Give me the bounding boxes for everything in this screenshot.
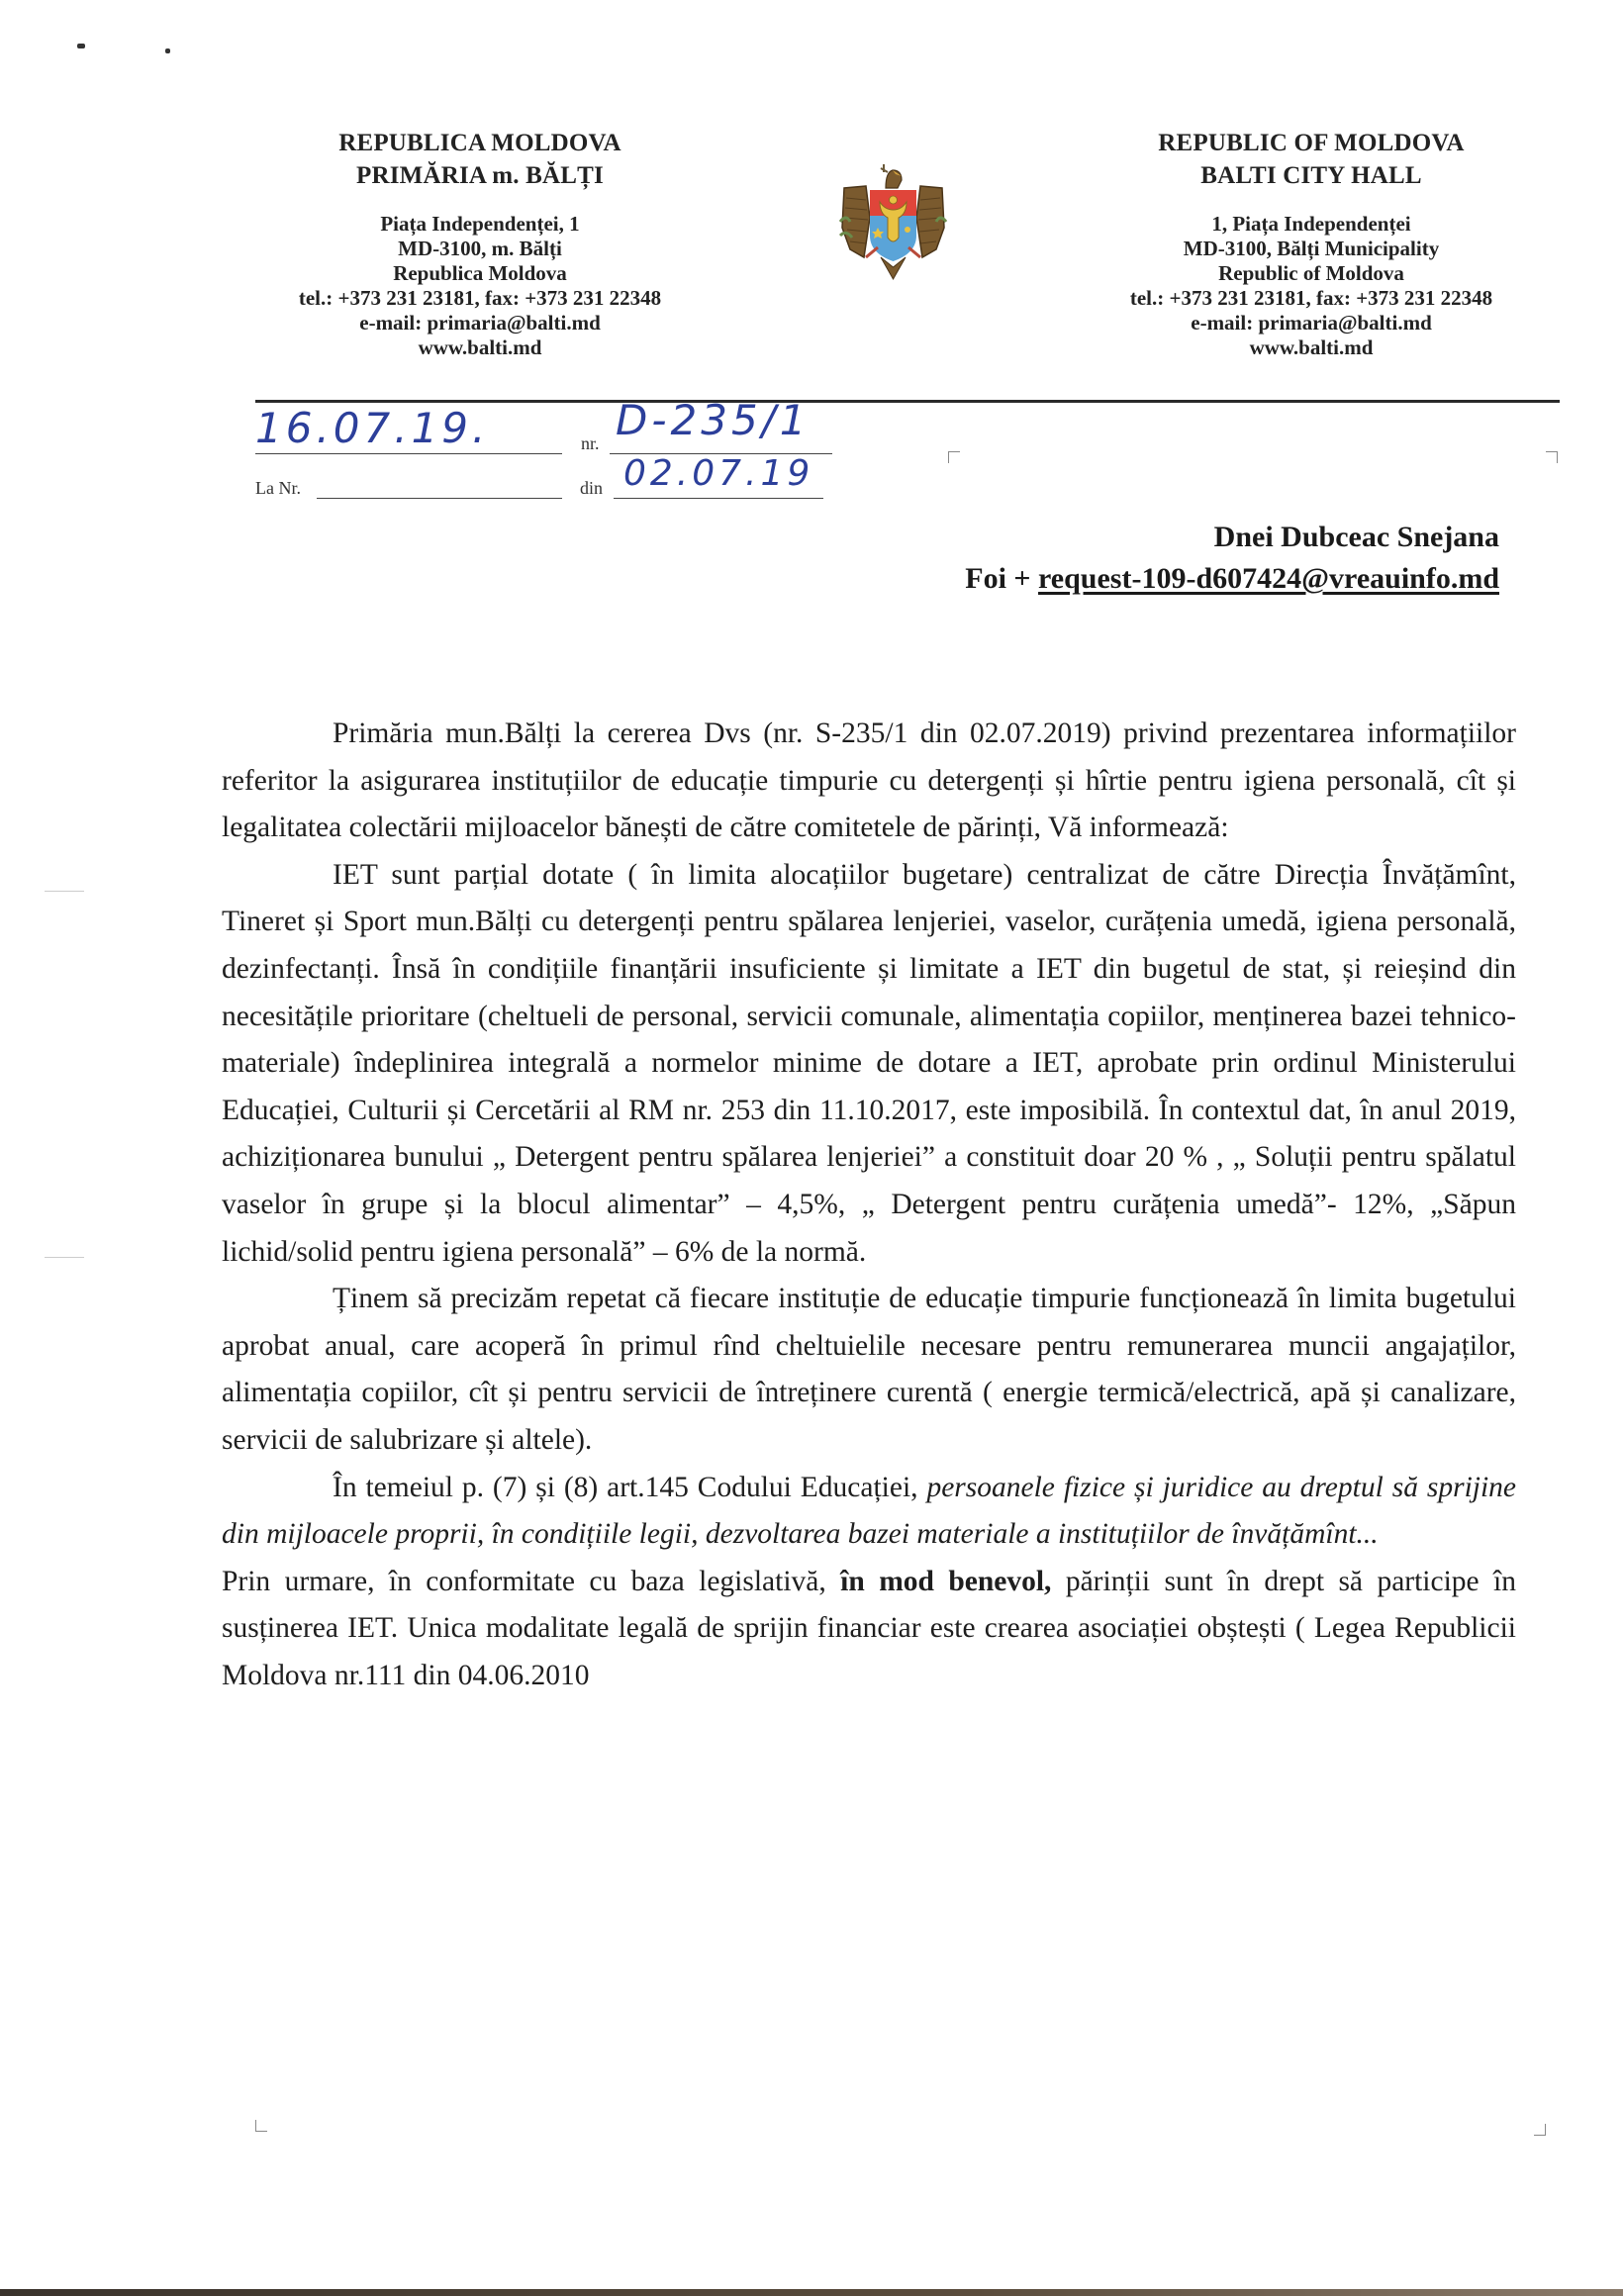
moldova-coat-of-arms-icon xyxy=(836,158,950,282)
addressee-contact xyxy=(965,558,1499,600)
country-name-en: REPUBLIC OF MOLDOVA xyxy=(1158,130,1465,156)
addressee-prefix: Foi + xyxy=(965,562,1039,595)
page-corner-mark xyxy=(1534,2124,1546,2136)
legal-basis-text: În temeiul p. (7) și (8) art.145 Codului Educației, xyxy=(333,1471,927,1503)
institution-name-en: BALTI CITY HALL xyxy=(1200,162,1422,189)
registration-number-handwritten: D-235/1 xyxy=(616,396,811,444)
email-line: e-mail: primaria@balti.md xyxy=(1191,311,1432,335)
legal-quote: persoanele fizice și juridice au dreptul să sprijine din mijloacele proprii, în condițiile legii, dezvoltarea bazei materiale a instituțiilor de învățămînt... xyxy=(222,1471,1516,1551)
la-nr-label: La Nr. xyxy=(255,478,301,498)
paragraph-legal-basis xyxy=(222,1465,1516,1559)
date-field-line xyxy=(255,453,562,454)
scan-edge xyxy=(0,2289,1623,2296)
address-line: Republica Moldova xyxy=(393,261,567,285)
scan-artifact xyxy=(45,1257,84,1258)
addressee-name: Dnei Dubceac Snejana xyxy=(1213,521,1499,553)
address-line: 1, Piața Independenței xyxy=(1211,212,1411,236)
website-line: www.balti.md xyxy=(1249,335,1374,359)
letterhead-left xyxy=(297,127,663,360)
website-line: www.balti.md xyxy=(418,335,542,359)
voluntary-emphasis: în mod benevol, xyxy=(840,1565,1052,1597)
paragraph-intro: Primăria mun.Bălți la cererea Dvs (nr. S-235/1 din 02.07.2019) privind prezentarea informațiilor referitor la asigurarea instituțiilor de educație timpurie cu detergenți și hîrtie pentru igiena personală, cît și legalitatea colectării mijloacelor bănești de către comitetele de părinți, Vă informează: xyxy=(222,718,1516,844)
paragraph-supply-status: IET sunt parțial dotate ( în limita alocațiilor bugetare) centralizat de către Direcția Învățămînt, Tineret și Sport mun.Bălți cu detergenți pentru spălarea lenjeriei, vaselor, curățenia umedă, igiena personală, dezinfectanți. Însă în condițiile finanțării insuficiente și limitate a IET din bugetul de stat, și reieșind din necesitățile prioritare (cheltueli de personal, servicii comunale, alimentația copiilor, menținerea bazei tehnico-materiale) îndeplinirea integrală a normelor minime de dotare a IET, aprobate prin ordinul Ministerului Educației, Culturii și Cercetării al RM nr. 253 din 11.10.2017, este imposibilă. În contextul dat, în anul 2019, achiziționarea bunului „ Detergent pentru spălarea lenjeriei” a constituit doar 20 % , „ Soluții pentru spălatul vaselor în grupe și la blocul alimentar” – 4,5%, „ Detergent pentru curățenia umedă”- 12%, „Săpun lichid/solid pentru igiena personală” – 6% de la normă. xyxy=(222,858,1516,1268)
address-line: Piața Independenței, 1 xyxy=(380,212,580,236)
page-corner-mark xyxy=(255,2120,267,2132)
institution-name-ro: PRIMĂRIA m. BĂLȚI xyxy=(356,162,604,189)
address-line: Republic of Moldova xyxy=(1218,261,1404,285)
din-label: din xyxy=(580,478,604,498)
addressee-email-link[interactable]: request-109-d607424@vreauinfo.md xyxy=(1038,562,1499,595)
address-window-corner xyxy=(1546,451,1558,463)
letterhead-right xyxy=(1029,127,1593,360)
conclusion-text-cont: părinții sunt în drept să participe în susținerea IET. Unica modalitate legală de sprijin financiar este crearea asociației obștești ( Legea Republicii Moldova nr.111 din 04.06.2010 xyxy=(222,1565,1517,1691)
din-field-line xyxy=(614,498,823,499)
address-line: MD-3100, Bălți Municipality xyxy=(1183,237,1440,260)
paragraph-conclusion xyxy=(222,1559,1516,1700)
header-divider xyxy=(255,400,1560,403)
la-nr-field-line xyxy=(317,498,562,499)
incoming-date-handwritten: 02.07.19 xyxy=(623,453,814,494)
scan-artifact xyxy=(45,891,84,892)
scan-speck xyxy=(165,48,170,53)
country-name-ro: REPUBLICA MOLDOVA xyxy=(338,130,621,156)
address-window-corner xyxy=(948,451,960,463)
contact-block-ro xyxy=(297,212,663,360)
nr-label: nr. xyxy=(581,433,600,453)
paragraph-budget: Ținem să precizăm repetat că fiecare instituție de educație timpurie funcționează în limita bugetului aprobat anual, care acoperă în primul rînd cheltuielile necesare pentru remunerarea muncii angajaților, alimentația copiilor, cît și pentru servicii de întreținere curentă ( energie termică/electrică, apă și canalizare, servicii de salubrizare și altele). xyxy=(222,1283,1516,1456)
addressee-block xyxy=(965,517,1499,600)
phone-fax-line: tel.: +373 231 23181, fax: +373 231 22348 xyxy=(1129,286,1493,310)
contact-block-en xyxy=(1029,212,1593,360)
phone-fax-line: tel.: +373 231 23181, fax: +373 231 22348 xyxy=(298,286,662,310)
email-line: e-mail: primaria@balti.md xyxy=(359,311,601,335)
outgoing-date-handwritten: 16.07.19. xyxy=(255,404,490,452)
conclusion-text: Prin urmare, în conformitate cu baza legislativă, xyxy=(222,1565,841,1597)
scan-speck xyxy=(77,44,85,48)
address-line: MD-3100, m. Bălți xyxy=(398,237,562,260)
letter-body xyxy=(222,711,1516,1699)
